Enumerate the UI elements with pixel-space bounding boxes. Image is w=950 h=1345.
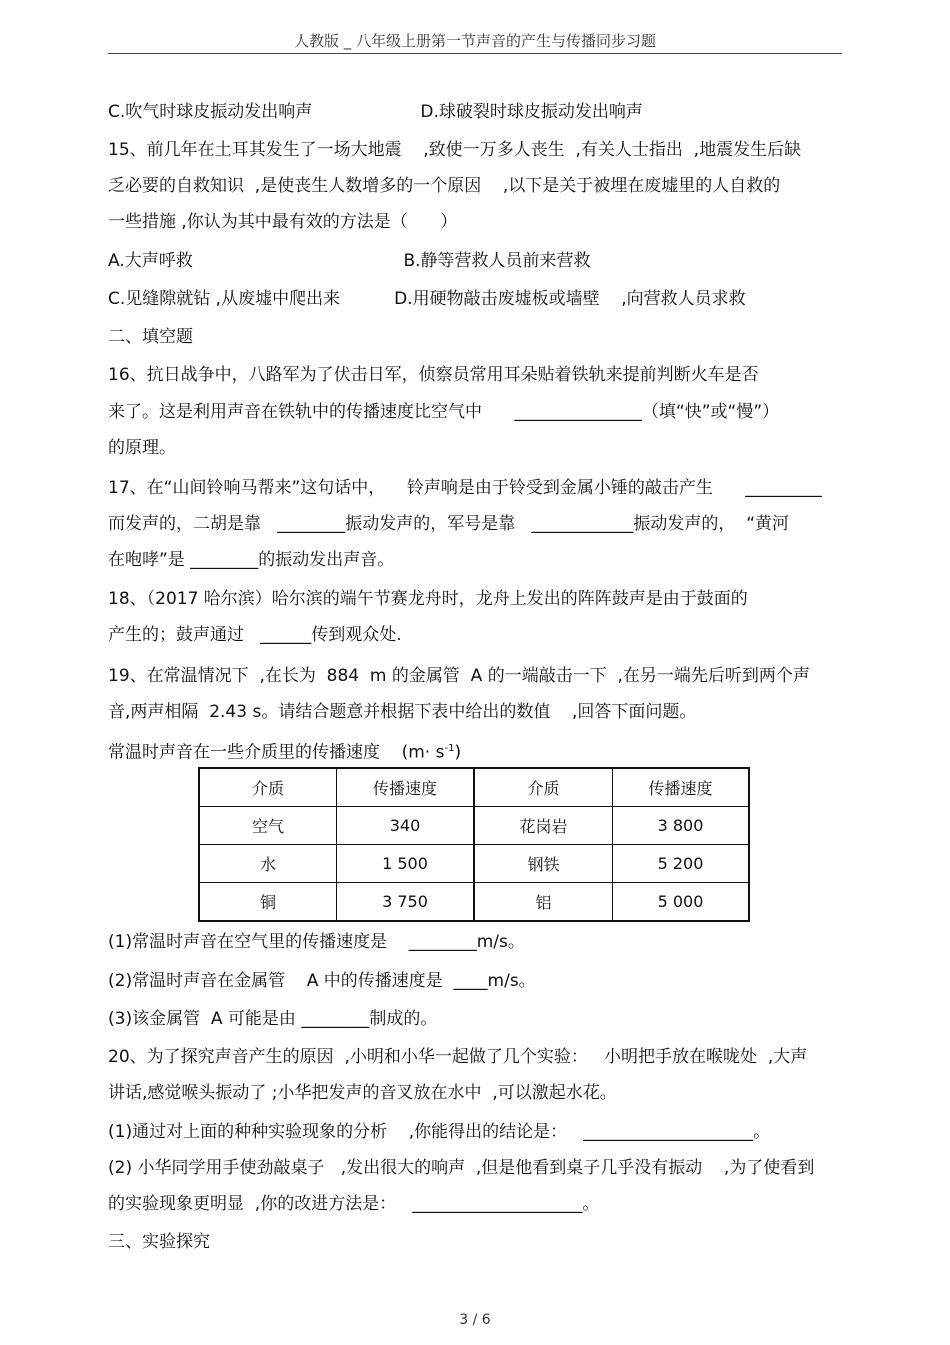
table-cell: 340 (337, 807, 475, 845)
question-20-sub-2-line-1: (2) 小华同学用手使劲敲桌子 ,发出很大的响声 ,但是他看到桌子几乎没有振动 ,为了使看到 (108, 1158, 815, 1178)
section-heading-fill-blank: 二、填空题 (108, 327, 193, 347)
question-20-line-1: 20、为了探究声音产生的原因 ,小明和小华一起做了几个实验： 小明把手放在喉咙处 ,大声 (108, 1047, 808, 1067)
table-cell: 空气 (199, 807, 337, 845)
header-divider (108, 53, 842, 54)
question-19-sub-1: (1)常温时声音在空气里的传播速度是 ________m/s。 (108, 932, 525, 952)
table-cell: 水 (199, 845, 337, 883)
table-header-cell: 传播速度 (613, 768, 750, 807)
table-caption-close: ) (454, 742, 462, 763)
table-header-cell: 介质 (199, 768, 337, 807)
table-row (199, 883, 749, 922)
question-15-line-1: 15、前几年在土耳其发生了一场大地震 ,致使一万多人丧生 ,有关人士指出 ,地震发生后缺 (108, 140, 802, 160)
question-20-sub-1: (1)通过对上面的种种实验现象的分析 ,你能得出的结论是： ____________________。 (108, 1122, 771, 1142)
table-cell: 铝 (474, 883, 613, 922)
section-heading-experiment: 三、实验探究 (108, 1232, 210, 1252)
table-cell: 3 750 (337, 883, 475, 922)
option-line: A.大声呼救 B.静等营救人员前来营救 (108, 251, 591, 271)
unit-superscript: -1 (444, 743, 455, 754)
table-header-row (199, 768, 749, 807)
question-17-line-1: 17、在“山间铃响马帮来”这句话中， 铃声响是由于铃受到金属小锤的敲击产生 _________ (108, 478, 822, 498)
table-cell: 3 800 (613, 807, 750, 845)
question-19-line-2: 音,两声相隔 2.43 s。请结合题意并根据下表中给出的数值 ,回答下面问题。 (108, 702, 697, 722)
table-caption (108, 738, 461, 764)
table-cell: 铜 (199, 883, 337, 922)
table-cell: 5 000 (613, 883, 750, 922)
table-header-cell: 传播速度 (337, 768, 475, 807)
question-16-line-3: 的原理。 (108, 438, 176, 458)
question-20-sub-2-line-2: 的实验现象更明显 ,你的改进方法是： ____________________。 (108, 1194, 600, 1214)
table-cell: 5 200 (613, 845, 750, 883)
question-15-line-3: 一些措施 ,你认为其中最有效的方法是（ ） (108, 212, 458, 232)
question-15-line-2: 乏必要的自救知识 ,是使丧生人数增多的一个原因 ,以下是关于被埋在废墟里的人自救的 (108, 176, 781, 196)
table-cell: 钢铁 (474, 845, 613, 883)
question-19-sub-3: (3)该金属管 A 可能是由 ________制成的。 (108, 1009, 438, 1029)
question-17-line-3: 在咆哮”是 ________的振动发出声音。 (108, 550, 395, 570)
table-header-cell: 介质 (474, 768, 613, 807)
option-line: C.见缝隙就钻 ,从废墟中爬出来 D.用硬物敲击废墟板或墙壁 ,向营救人员求救 (108, 289, 746, 309)
table-row (199, 807, 749, 845)
table-caption-text: 常温时声音在一些介质里的传播速度 (m· s (108, 742, 445, 763)
question-16-line-1: 16、抗日战争中，八路军为了伏击日军，侦察员常用耳朵贴着铁轨来提前判断火车是否 (108, 365, 759, 385)
page-number: 3 / 6 (459, 1312, 491, 1328)
page-header-title: 人教版 _ 八年级上册第一节声音的产生与传播同步习题 (293, 32, 657, 50)
question-19-line-1: 19、在常温情况下 ,在长为 884 m 的金属管 A 的一端敲击一下 ,在另一端先后听到两个声 (108, 666, 810, 686)
question-19-sub-2: (2)常温时声音在金属管 A 中的传播速度是 ____m/s。 (108, 971, 536, 991)
option-line: C.吹气时球皮振动发出响声 D.球破裂时球皮振动发出响声 (108, 102, 643, 122)
table-cell: 花岗岩 (474, 807, 613, 845)
table-row (199, 845, 749, 883)
table-cell: 1 500 (337, 845, 475, 883)
question-16-line-2: 来了。这是利用声音在铁轨中的传播速度比空气中 _______________（填“快”或“慢”） (108, 402, 780, 422)
speed-table (198, 767, 750, 922)
question-20-line-2: 讲话,感觉喉头振动了 ;小华把发声的音叉放在水中 ,可以激起水花。 (108, 1083, 617, 1103)
question-17-line-2: 而发声的，二胡是靠 ________振动发声的，军号是靠 ____________振动发声的， “黄河 (108, 514, 790, 534)
question-18-line-2: 产生的；鼓声通过 ______传到观众处. (108, 625, 402, 645)
question-18-line-1: 18、（2017 哈尔滨）哈尔滨的端午节赛龙舟时，龙舟上发出的阵阵鼓声是由于鼓面的 (108, 589, 748, 609)
